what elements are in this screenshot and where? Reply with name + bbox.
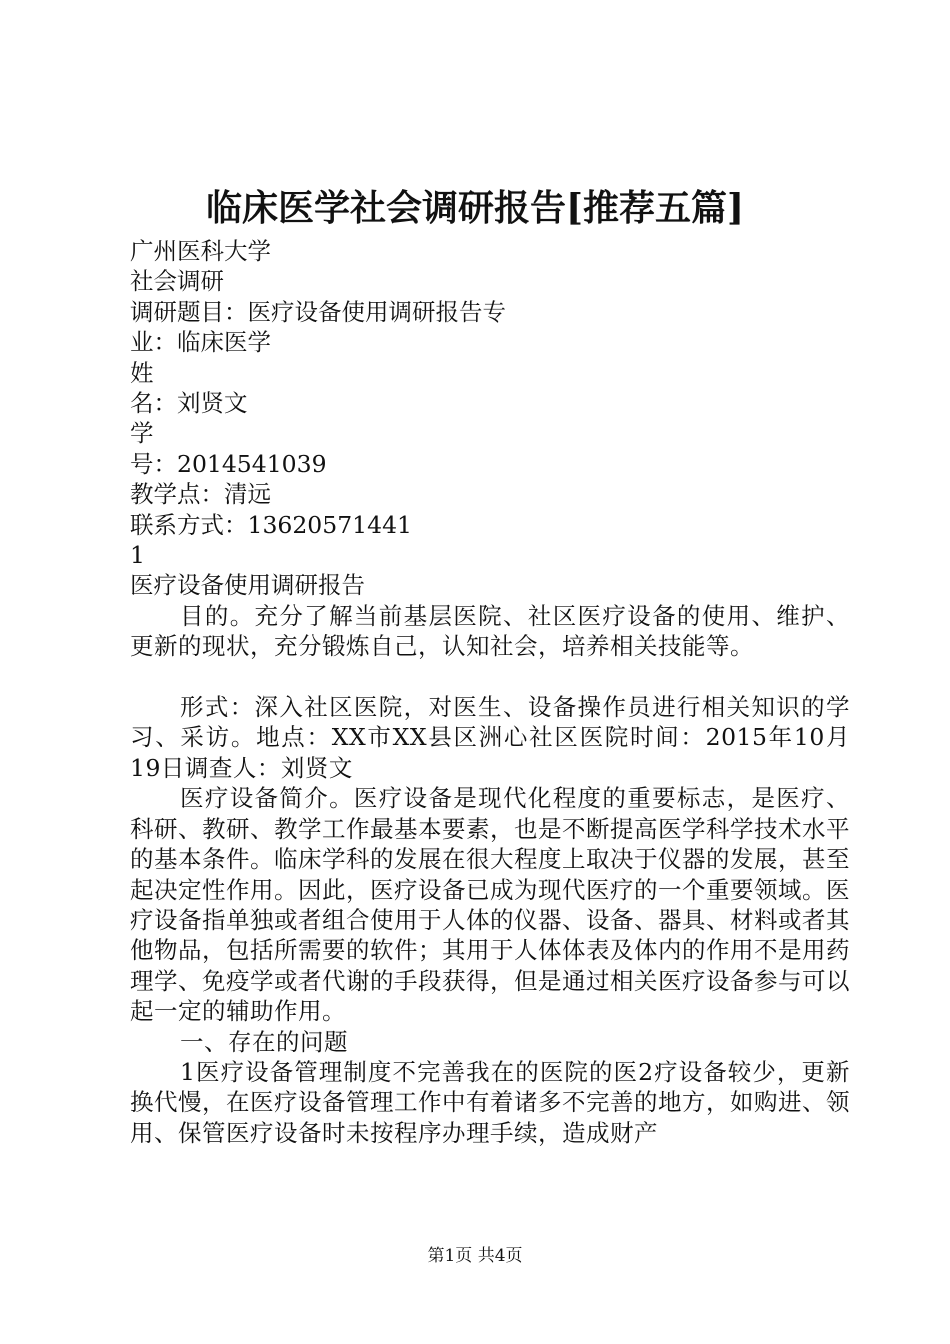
paragraph-format: 形式：深入社区医院，对医生、设备操作员进行相关知识的学习、采访。地点：XX市XX县区洲心社区医院时间：2015年10月19日调查人：刘贤文 bbox=[130, 693, 850, 782]
document-body bbox=[130, 236, 850, 1148]
paragraph-device-intro: 医疗设备简介。医疗设备是现代化程度的重要标志，是医疗、科研、教研、教学工作最基本要素，也是不断提高医学科学技术水平的基本条件。临床学科的发展在很大程度上取决于仪器的发展，甚至起决定性作用。因此，医疗设备已成为现代医疗的一个重要领域。医疗设备指单独或者组合使用于人体的仪器、设备、器具、材料或者其他物品，包括所需要的软件；其用于人体体表及体内的作用不是用药理学、免疫学或者代谢的手段获得，但是通过相关医疗设备参与可以起一定的辅助作用。 bbox=[130, 784, 850, 1026]
paragraph-purpose: 目的。充分了解当前基层医院、社区医疗设备的使用、维护、更新的现状，充分锻炼自己，认知社会，培养相关技能等。 bbox=[130, 601, 850, 661]
header-line-topic: 调研题目：医疗设备使用调研报告专 bbox=[130, 297, 506, 326]
header-line-campus: 教学点：清远 bbox=[130, 480, 271, 509]
header-line-major: 业：临床医学 bbox=[130, 328, 271, 357]
header-line-name: 名：刘贤文 bbox=[130, 389, 248, 418]
header-line-student-id: 号：2014541039 bbox=[130, 449, 327, 478]
paragraph-gap bbox=[130, 662, 850, 692]
header-line-survey: 社会调研 bbox=[130, 267, 224, 296]
header-line-number: 1 bbox=[130, 541, 145, 570]
header-line-university: 广州医科大学 bbox=[130, 237, 271, 265]
report-heading: 医疗设备使用调研报告 bbox=[130, 571, 365, 600]
document-title: 临床医学社会调研报告[推荐五篇] bbox=[205, 187, 745, 229]
header-line-id-label: 学 bbox=[130, 419, 154, 448]
paragraph-problem-1: 1医疗设备管理制度不完善我在的医院的医2疗设备较少，更新换代慢，在医疗设备管理工作中有着诸多不完善的地方，如购进、领用、保管医疗设备时未按程序办理手续，造成财产 bbox=[130, 1057, 850, 1147]
section-heading-problems: 一、存在的问题 bbox=[180, 1027, 348, 1056]
header-line-contact: 联系方式：13620571441 bbox=[130, 510, 412, 539]
header-line-name-label: 姓 bbox=[130, 358, 154, 387]
page-footer: 第1页 共4页 bbox=[427, 1246, 523, 1266]
